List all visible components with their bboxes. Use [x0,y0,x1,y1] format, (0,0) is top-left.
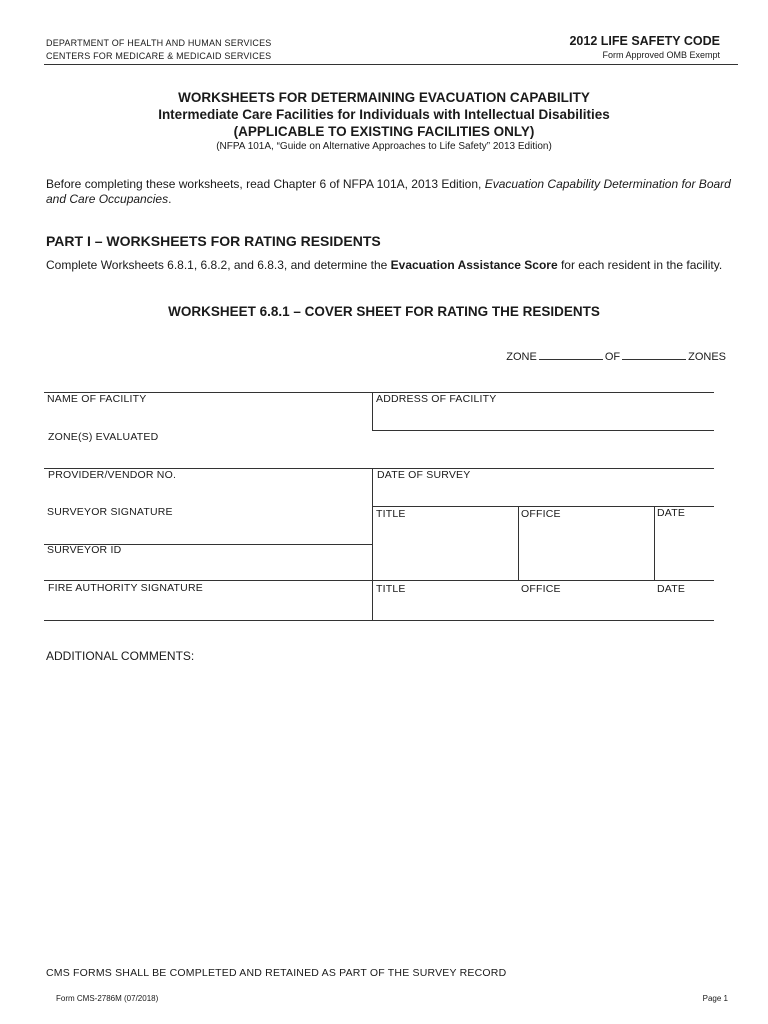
intro-text: Before completing these worksheets, read Chapter 6 of NFPA 101A, 2013 Edition, [46,177,485,191]
code-title: 2012 LIFE SAFETY CODE [569,34,720,48]
zones-evaluated-label[interactable]: ZONE(S) EVALUATED [48,431,159,443]
intro-end: . [168,192,172,206]
fire-title-label[interactable]: TITLE [376,583,406,595]
form-divider-sig-title [372,506,373,580]
part1-text-after: for each resident in the facility. [557,258,723,272]
form-divider-office-date [654,506,655,580]
footer-note: CMS FORMS SHALL BE COMPLETED AND RETAINED AS PART OF THE SURVEY RECORD [46,967,507,979]
zones-total-field[interactable] [622,349,686,360]
form-approval: Form Approved OMB Exempt [602,50,720,60]
form-rule-address-bottom [372,430,714,431]
of-label: OF [604,351,621,363]
form-id: Form CMS-2786M (07/2018) [56,994,159,1003]
agency-line-2: CENTERS FOR MEDICARE & MEDICAID SERVICES [46,51,272,61]
intro-paragraph [46,177,732,207]
title-block [0,89,768,154]
zone-number-field[interactable] [539,349,603,360]
surveyor-office-label[interactable]: OFFICE [521,508,561,520]
fire-date-label[interactable]: DATE [657,583,686,595]
main-title: WORKSHEETS FOR DETERMAINING EVACUATION CAPABILITY [178,90,590,105]
part1-bold: Evacuation Assistance Score [390,258,558,272]
agency-line-1: DEPARTMENT OF HEALTH AND HUMAN SERVICES [46,38,272,48]
provider-vendor-no-label[interactable]: PROVIDER/VENDOR NO. [48,469,177,481]
zone-line [506,349,726,363]
part1-heading: PART I – WORKSHEETS FOR RATING RESIDENTS [46,233,381,249]
form-rule-bottom [44,620,714,621]
fire-office-label[interactable]: OFFICE [521,583,561,595]
address-of-facility-label[interactable]: ADDRESS OF FACILITY [376,393,497,405]
sub-title: Intermediate Care Facilities for Individuals with Intellectual Disabilities [158,107,610,122]
zone-label: ZONE [506,351,537,363]
header-rule [44,64,738,65]
reference-line: (NFPA 101A, “Guide on Alternative Approaches to Life Safety” 2013 Edition) [216,141,552,152]
form-divider-name-address [372,392,373,430]
surveyor-id-label[interactable]: SURVEYOR ID [47,544,122,556]
part1-text-before: Complete Worksheets 6.8.1, 6.8.2, and 6.8.3, and determine the [46,258,391,272]
fire-authority-signature-label[interactable]: FIRE AUTHORITY SIGNATURE [48,582,203,594]
surveyor-date-label[interactable]: DATE [657,507,686,519]
zones-label: ZONES [688,351,726,363]
form-rule-surveyor-bottom [44,580,714,581]
page-number: Page 1 [702,994,728,1003]
date-of-survey-label[interactable]: DATE OF SURVEY [377,469,471,481]
form-divider-fire-title [372,580,373,620]
worksheet-heading: WORKSHEET 6.8.1 – COVER SHEET FOR RATING THE RESIDENTS [168,304,600,319]
intro-italic: Evacuation Capability Determination for Board and Care Occupancies [46,177,731,206]
additional-comments-label[interactable]: ADDITIONAL COMMENTS: [46,649,195,663]
part1-paragraph [46,258,728,273]
form-divider-title-office [518,506,519,580]
applicability-title: (APPLICABLE TO EXISTING FACILITIES ONLY) [233,124,535,139]
form-divider-provider-date [372,468,373,506]
surveyor-title-label[interactable]: TITLE [376,508,406,520]
name-of-facility-label[interactable]: NAME OF FACILITY [47,393,147,405]
surveyor-signature-label[interactable]: SURVEYOR SIGNATURE [47,506,173,518]
agency-block [46,37,272,63]
